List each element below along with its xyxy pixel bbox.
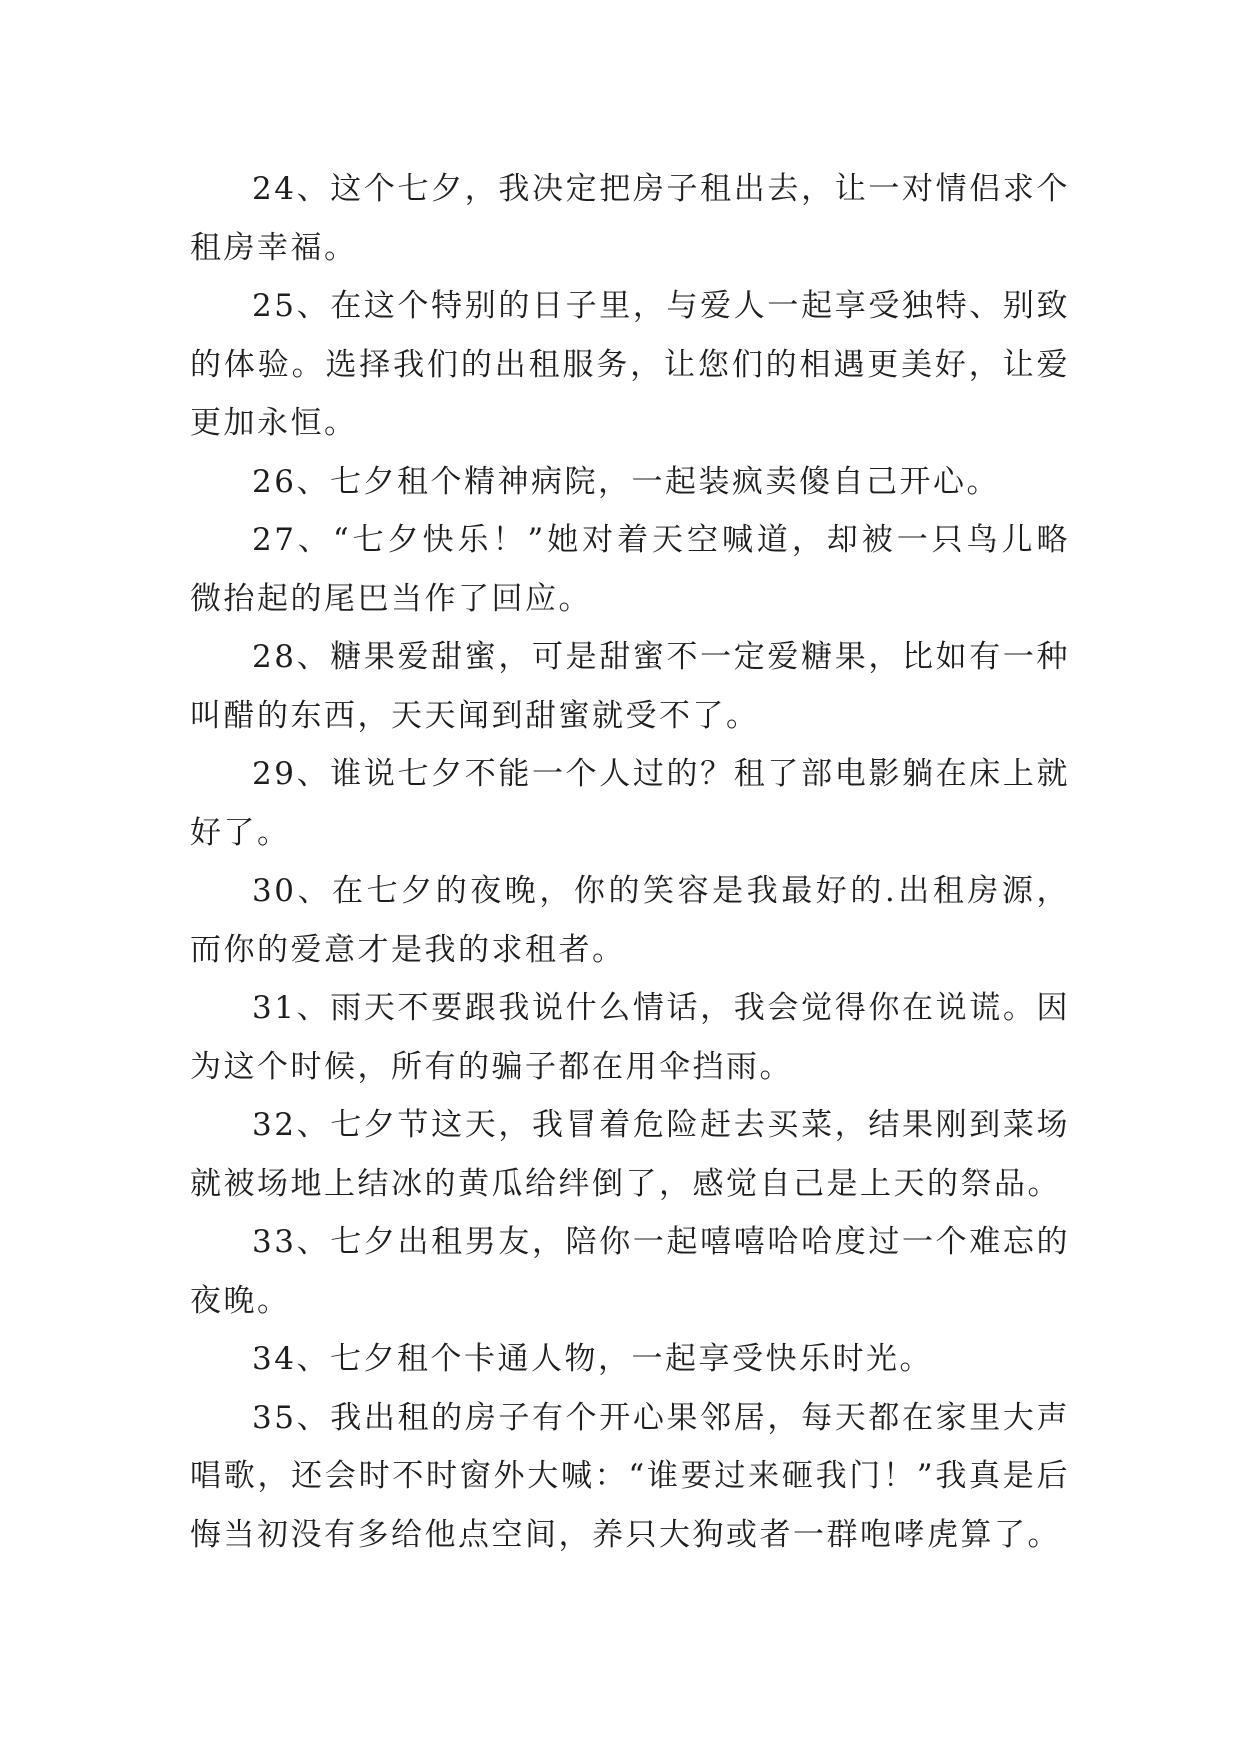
paragraph-33: 33、七夕出租男友，陪你一起嘻嘻哈哈度过一个难忘的夜晚。 bbox=[190, 1224, 1070, 1319]
paragraph-25: 25、在这个特别的日子里，与爱人一起享受独特、别致的体验。选择我们的出租服务，让您们的相遇更美好，让爱更加永恒。 bbox=[190, 288, 1070, 441]
paragraph-34: 34、七夕租个卡通人物，一起享受快乐时光。 bbox=[252, 1341, 933, 1377]
paragraph-28: 28、糖果爱甜蜜，可是甜蜜不一定爱糖果，比如有一种叫醋的东西，天天闻到甜蜜就受不了。 bbox=[190, 639, 1070, 734]
paragraph-35: 35、我出租的房子有个开心果邻居，每天都在家里大声唱歌，还会时不时窗外大喊：“谁要过来砸我门！”我真是后悔当初没有多给他点空间，养只大狗或者一群咆哮虎算了。 bbox=[190, 1399, 1070, 1553]
paragraph-24: 24、这个七夕，我决定把房子租出去，让一对情侣求个租房幸福。 bbox=[190, 171, 1070, 266]
paragraph-32: 32、七夕节这天，我冒着危险赶去买菜，结果刚到菜场就被场地上结冰的黄瓜给绊倒了，感觉自己是上天的祭品。 bbox=[190, 1107, 1070, 1202]
document-body bbox=[190, 160, 1070, 1564]
paragraph-27: 27、“七夕快乐！”她对着天空喊道，却被一只鸟儿略微抬起的尾巴当作了回应。 bbox=[190, 522, 1070, 617]
paragraph-30: 30、在七夕的夜晚，你的笑容是我最好的.出租房源，而你的爱意才是我的求租者。 bbox=[190, 873, 1070, 968]
paragraph-29: 29、谁说七夕不能一个人过的？租了部电影躺在床上就好了。 bbox=[190, 756, 1070, 851]
paragraph-31: 31、雨天不要跟我说什么情话，我会觉得你在说谎。因为这个时候，所有的骗子都在用伞挡雨。 bbox=[190, 990, 1070, 1085]
paragraph-26: 26、七夕租个精神病院，一起装疯卖傻自己开心。 bbox=[252, 463, 1000, 500]
